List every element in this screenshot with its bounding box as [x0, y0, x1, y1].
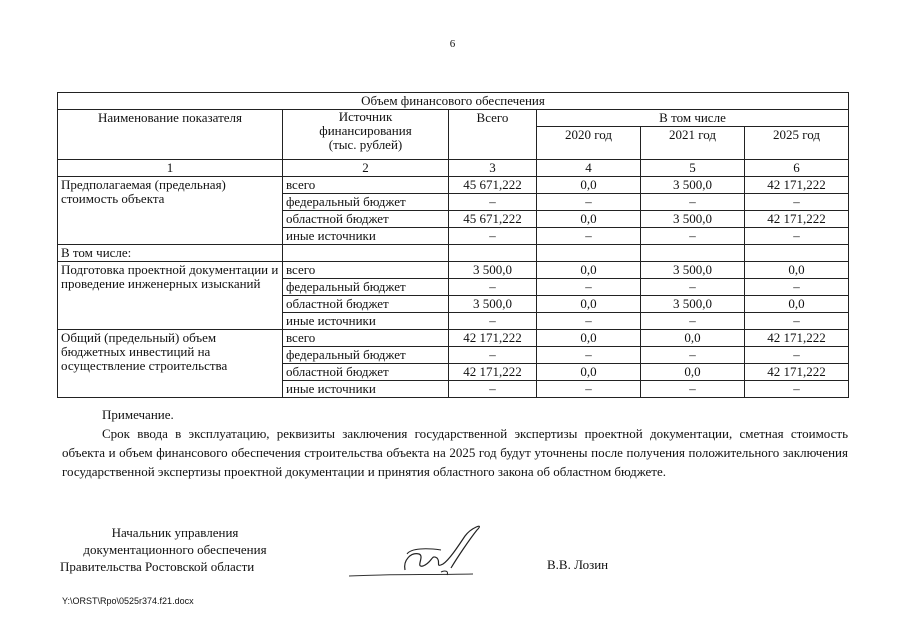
value-cell: –	[537, 347, 641, 364]
value-cell: 42 171,222	[449, 330, 537, 347]
value-cell: 0,0	[537, 296, 641, 313]
table-title: Объем финансового обеспечения	[58, 93, 849, 110]
value-cell: 3 500,0	[641, 211, 745, 228]
value-cell: –	[745, 228, 849, 245]
header-indicator: Наименование показателя	[58, 110, 283, 160]
value-cell: 45 671,222	[449, 211, 537, 228]
source-cell: иные источники	[283, 313, 449, 330]
table-row	[58, 330, 849, 347]
value-cell: –	[745, 194, 849, 211]
note-title: Примечание.	[102, 407, 174, 422]
header-year-2020: 2020 год	[537, 127, 641, 160]
indicator-name: Предполагаемая (предельная) стоимость объекта	[58, 177, 283, 245]
empty-cell	[745, 245, 849, 262]
handwritten-signature	[345, 520, 495, 582]
value-cell: 42 171,222	[745, 211, 849, 228]
indicator-name: Общий (предельный) объем бюджетных инвестиций на осуществление строительства	[58, 330, 283, 398]
value-cell: –	[641, 228, 745, 245]
source-cell: областной бюджет	[283, 211, 449, 228]
value-cell: –	[537, 194, 641, 211]
value-cell: –	[745, 313, 849, 330]
source-cell: областной бюджет	[283, 296, 449, 313]
source-cell: федеральный бюджет	[283, 347, 449, 364]
empty-cell	[641, 245, 745, 262]
header-source: Источник финансирования (тыс. рублей)	[283, 110, 449, 160]
column-number: 3	[449, 160, 537, 177]
signatory-position	[60, 524, 290, 575]
value-cell: 3 500,0	[641, 262, 745, 279]
value-cell: –	[449, 347, 537, 364]
value-cell: –	[641, 381, 745, 398]
empty-cell	[449, 245, 537, 262]
empty-cell	[283, 245, 449, 262]
note-block	[62, 405, 848, 481]
value-cell: –	[537, 228, 641, 245]
source-cell: всего	[283, 330, 449, 347]
value-cell: –	[537, 313, 641, 330]
value-cell: 3 500,0	[641, 296, 745, 313]
value-cell: –	[745, 381, 849, 398]
including-label: В том числе:	[58, 245, 283, 262]
table-title-row	[58, 93, 849, 110]
column-numbers-row	[58, 160, 849, 177]
value-cell: –	[745, 347, 849, 364]
value-cell: –	[449, 279, 537, 296]
value-cell: –	[449, 194, 537, 211]
including-row	[58, 245, 849, 262]
table-row	[58, 262, 849, 279]
value-cell: –	[449, 313, 537, 330]
financing-table	[57, 92, 849, 398]
header-row-1	[58, 110, 849, 127]
value-cell: –	[745, 279, 849, 296]
column-number: 1	[58, 160, 283, 177]
source-cell: областной бюджет	[283, 364, 449, 381]
value-cell: –	[537, 279, 641, 296]
header-year-2021: 2021 год	[641, 127, 745, 160]
value-cell: –	[641, 279, 745, 296]
source-cell: всего	[283, 262, 449, 279]
signatory-name: В.В. Лозин	[547, 557, 609, 572]
empty-cell	[537, 245, 641, 262]
value-cell: 0,0	[537, 211, 641, 228]
value-cell: 0,0	[745, 262, 849, 279]
value-cell: 42 171,222	[449, 364, 537, 381]
source-cell: федеральный бюджет	[283, 279, 449, 296]
value-cell: –	[449, 381, 537, 398]
value-cell: –	[641, 313, 745, 330]
value-cell: –	[449, 228, 537, 245]
value-cell: 42 171,222	[745, 364, 849, 381]
footer-file-path: Y:\ORST\Rpo\0525r374.f21.docx	[62, 596, 194, 606]
indicator-name: Подготовка проектной документации и проведение инженерных изысканий	[58, 262, 283, 330]
value-cell: –	[641, 194, 745, 211]
page-number: 6	[449, 38, 456, 50]
table-row	[58, 177, 849, 194]
value-cell: 3 500,0	[641, 177, 745, 194]
note-text: Срок ввода в эксплуатацию, реквизиты заключения государственной экспертизы проектной документации, сметная стоимость объекта и объем финансового обеспечения строительства объекта на 2025 год будут уточнены после получения положительного заключения государственной экспертизы проектной документации и принятия областного закона об областном бюджете.	[62, 426, 848, 479]
value-cell: 45 671,222	[449, 177, 537, 194]
header-year-2025: 2025 год	[745, 127, 849, 160]
source-cell: иные источники	[283, 381, 449, 398]
header-including: В том числе	[537, 110, 849, 127]
position-line-3: Правительства Ростовской области	[60, 559, 255, 574]
position-line-1: Начальник управления	[111, 525, 239, 540]
value-cell: 3 500,0	[449, 262, 537, 279]
value-cell: 0,0	[537, 330, 641, 347]
value-cell: –	[537, 381, 641, 398]
value-cell: 42 171,222	[745, 177, 849, 194]
column-number: 6	[745, 160, 849, 177]
column-number: 5	[641, 160, 745, 177]
value-cell: 0,0	[745, 296, 849, 313]
position-line-2: документационного обеспечения	[83, 542, 267, 557]
value-cell: 42 171,222	[745, 330, 849, 347]
column-number: 2	[283, 160, 449, 177]
value-cell: 3 500,0	[449, 296, 537, 313]
value-cell: 0,0	[641, 330, 745, 347]
column-number: 4	[537, 160, 641, 177]
value-cell: 0,0	[641, 364, 745, 381]
value-cell: 0,0	[537, 364, 641, 381]
value-cell: 0,0	[537, 262, 641, 279]
value-cell: –	[641, 347, 745, 364]
source-cell: иные источники	[283, 228, 449, 245]
value-cell: 0,0	[537, 177, 641, 194]
source-cell: всего	[283, 177, 449, 194]
source-cell: федеральный бюджет	[283, 194, 449, 211]
header-total: Всего	[449, 110, 537, 160]
